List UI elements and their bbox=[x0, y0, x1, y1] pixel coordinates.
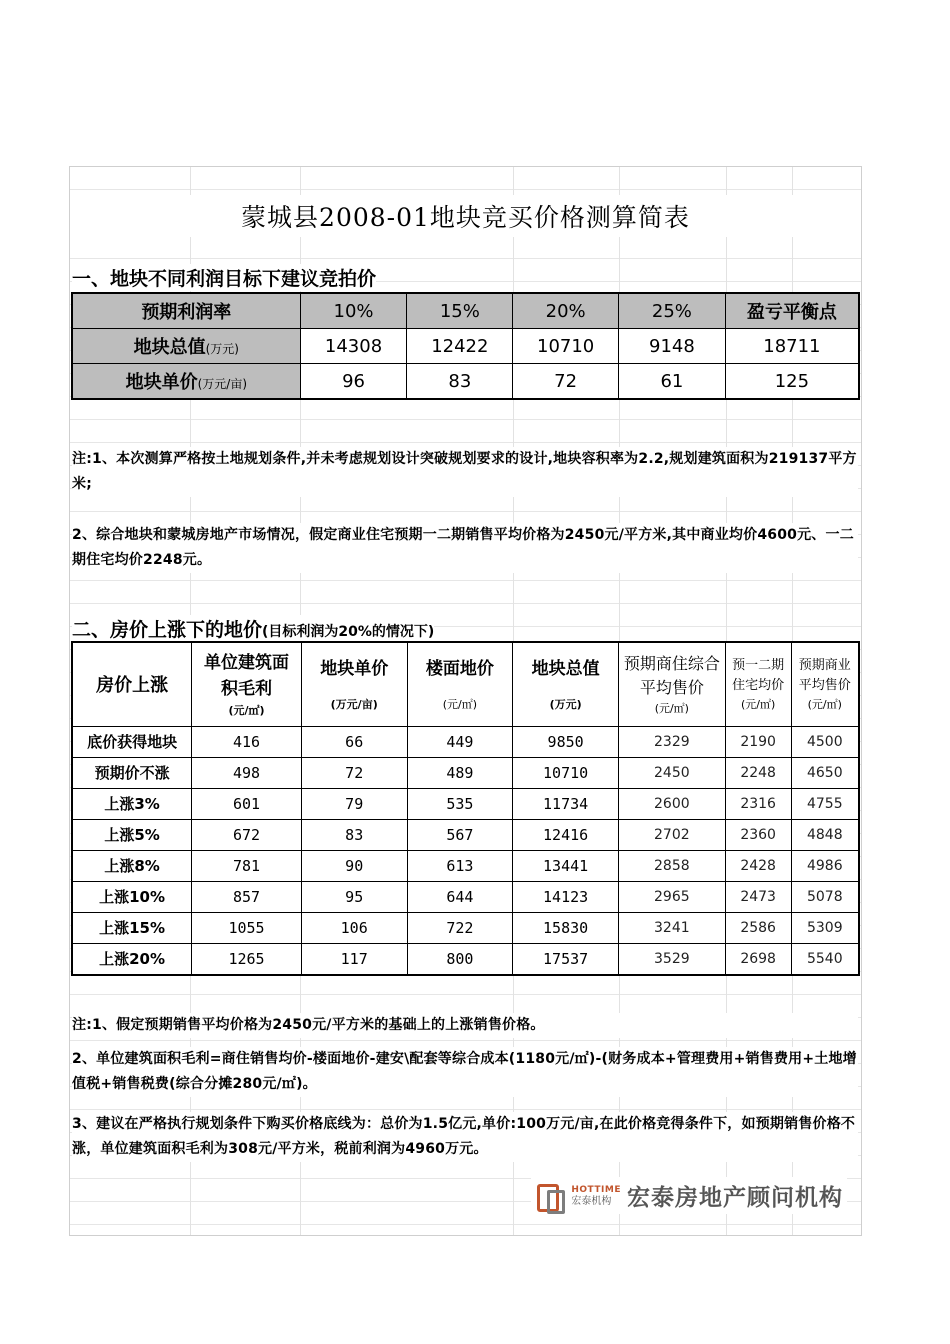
table-cell: 14123 bbox=[513, 881, 619, 912]
section1-heading: 一、地块不同利润目标下建议竞拍价 bbox=[72, 264, 376, 291]
table-cell: 2586 bbox=[725, 912, 791, 943]
table-cell: 1055 bbox=[192, 912, 302, 943]
header-cell bbox=[407, 642, 513, 726]
table-cell: 498 bbox=[192, 757, 302, 788]
table-cell: 672 bbox=[192, 819, 302, 850]
table-row bbox=[72, 943, 859, 975]
table-cell: 857 bbox=[192, 881, 302, 912]
table-cell: 2858 bbox=[618, 850, 725, 881]
section2-heading-text: 二、房价上涨下的地价 bbox=[72, 619, 263, 641]
table-row bbox=[72, 850, 859, 881]
section2-note-3: 3、建议在严格执行规划条件下购买价格底线为：总价为1.5亿元,单价:100万元/亩,在此价格竞得条件下，如预期销售价格不涨，单位建筑面积毛利为308元/平方米，税前利润为4960万元。 bbox=[72, 1112, 858, 1162]
header-cell: 10% bbox=[300, 293, 407, 329]
table-cell: 4848 bbox=[791, 819, 859, 850]
table-cell: 5078 bbox=[791, 881, 859, 912]
table-cell: 2316 bbox=[725, 788, 791, 819]
table-cell: 2450 bbox=[618, 757, 725, 788]
table-cell: 2329 bbox=[618, 726, 725, 757]
table-cell: 2600 bbox=[618, 788, 725, 819]
row-label: 上涨10% bbox=[72, 881, 192, 912]
row-label: 上涨8% bbox=[72, 850, 192, 881]
table-cell: 83 bbox=[407, 364, 513, 400]
header-cell bbox=[192, 642, 302, 726]
header-cell bbox=[301, 642, 407, 726]
header-unit: (元/㎡) bbox=[740, 698, 776, 712]
table-cell: 449 bbox=[407, 726, 513, 757]
section2-note-1: 注:1、假定预期销售平均价格为2450元/平方米的基础上的上涨销售价格。 bbox=[72, 1013, 858, 1038]
row-label: 上涨20% bbox=[72, 943, 192, 975]
header-label: 预期商业平均售价 bbox=[798, 658, 851, 694]
header-cell bbox=[513, 642, 619, 726]
row-label bbox=[72, 364, 300, 400]
table-row bbox=[72, 881, 859, 912]
brand-footer bbox=[531, 1177, 847, 1214]
table-cell: 18711 bbox=[725, 329, 859, 364]
table-cell: 613 bbox=[407, 850, 513, 881]
header-label: 预一二期住宅均价 bbox=[732, 658, 785, 694]
table-row bbox=[72, 364, 859, 400]
header-unit: (元/㎡) bbox=[228, 704, 265, 718]
table-cell: 2698 bbox=[725, 943, 791, 975]
table-header-row bbox=[72, 293, 859, 329]
section1-note-2: 2、综合地块和蒙城房地产市场情况，假定商业住宅预期一二期销售平均价格为2450元/平方米,其中商业均价4600元、一二期住宅均价2248元。 bbox=[72, 523, 858, 573]
row-label-unit: (万元) bbox=[205, 342, 239, 356]
table-cell: 72 bbox=[513, 364, 619, 400]
land-price-table bbox=[71, 641, 860, 976]
header-unit: (元/㎡) bbox=[442, 698, 478, 712]
table-cell: 722 bbox=[407, 912, 513, 943]
table-cell: 95 bbox=[301, 881, 407, 912]
header-cell: 预期利润率 bbox=[72, 293, 300, 329]
table-cell: 106 bbox=[301, 912, 407, 943]
table-cell: 2965 bbox=[618, 881, 725, 912]
row-label-unit: (万元/亩) bbox=[197, 377, 248, 391]
table-cell: 12422 bbox=[407, 329, 513, 364]
row-label: 预期价不涨 bbox=[72, 757, 192, 788]
table-cell: 535 bbox=[407, 788, 513, 819]
table-cell: 800 bbox=[407, 943, 513, 975]
table-cell: 2428 bbox=[725, 850, 791, 881]
table-row bbox=[72, 757, 859, 788]
header-unit: (万元/亩) bbox=[330, 698, 378, 712]
table-cell: 4500 bbox=[791, 726, 859, 757]
brand-logo-cn: 宏泰机构 bbox=[571, 1195, 612, 1207]
section1-note-1: 注:1、本次测算严格按土地规划条件,并未考虑规划设计突破规划要求的设计,地块容积率为2.2,规划建筑面积为219137平方米; bbox=[72, 447, 858, 497]
table-cell: 416 bbox=[192, 726, 302, 757]
table-cell: 9148 bbox=[619, 329, 726, 364]
table-row bbox=[72, 788, 859, 819]
bid-price-table bbox=[71, 292, 860, 400]
table-cell: 5309 bbox=[791, 912, 859, 943]
table-cell: 79 bbox=[301, 788, 407, 819]
table-cell: 4650 bbox=[791, 757, 859, 788]
table-cell: 12416 bbox=[513, 819, 619, 850]
table-cell: 4986 bbox=[791, 850, 859, 881]
table-cell: 3241 bbox=[618, 912, 725, 943]
table-cell: 3529 bbox=[618, 943, 725, 975]
brand-logo-icon bbox=[535, 1180, 565, 1212]
header-cell: 盈亏平衡点 bbox=[725, 293, 859, 329]
row-label: 上涨5% bbox=[72, 819, 192, 850]
table-cell: 4755 bbox=[791, 788, 859, 819]
table-cell: 15830 bbox=[513, 912, 619, 943]
table-cell: 72 bbox=[301, 757, 407, 788]
header-cell bbox=[618, 642, 725, 726]
header-cell: 房价上涨 bbox=[72, 642, 192, 726]
table-body bbox=[72, 726, 859, 975]
header-label: 地块单价 bbox=[320, 659, 389, 680]
header-label: 楼面地价 bbox=[425, 659, 494, 680]
header-unit: (元/㎡) bbox=[654, 702, 689, 716]
row-label bbox=[72, 329, 300, 364]
table-cell: 2360 bbox=[725, 819, 791, 850]
header-label: 地块总值 bbox=[531, 659, 600, 680]
header-unit: (万元) bbox=[549, 698, 582, 712]
table-cell: 781 bbox=[192, 850, 302, 881]
table-row bbox=[72, 912, 859, 943]
table-cell: 10710 bbox=[513, 757, 619, 788]
row-label: 上涨3% bbox=[72, 788, 192, 819]
header-cell: 25% bbox=[619, 293, 726, 329]
table-cell: 9850 bbox=[513, 726, 619, 757]
row-label-text: 地块单价 bbox=[125, 372, 198, 393]
table-row bbox=[72, 819, 859, 850]
table-cell: 96 bbox=[300, 364, 407, 400]
table-row bbox=[72, 726, 859, 757]
header-cell: 20% bbox=[513, 293, 619, 329]
header-cell bbox=[725, 642, 791, 726]
header-label: 预期商住综合平均售价 bbox=[623, 654, 720, 698]
table-row bbox=[72, 329, 859, 364]
table-cell: 10710 bbox=[513, 329, 619, 364]
row-label: 上涨15% bbox=[72, 912, 192, 943]
table-cell: 2473 bbox=[725, 881, 791, 912]
table-cell: 567 bbox=[407, 819, 513, 850]
table-cell: 2190 bbox=[725, 726, 791, 757]
row-label: 底价获得地块 bbox=[72, 726, 192, 757]
header-cell bbox=[791, 642, 859, 726]
page-title: 蒙城县2008-01地块竞买价格测算简表 bbox=[70, 195, 861, 237]
table-cell: 125 bbox=[725, 364, 859, 400]
table-cell: 2702 bbox=[618, 819, 725, 850]
table-cell: 17537 bbox=[513, 943, 619, 975]
header-label: 单位建筑面积毛利 bbox=[204, 653, 289, 700]
brand-logo-text bbox=[571, 1184, 621, 1208]
table-cell: 489 bbox=[407, 757, 513, 788]
table-cell: 66 bbox=[301, 726, 407, 757]
spreadsheet-sheet bbox=[69, 166, 862, 1236]
table-cell: 83 bbox=[301, 819, 407, 850]
table-cell: 90 bbox=[301, 850, 407, 881]
table-cell: 13441 bbox=[513, 850, 619, 881]
section2-note-2: 2、单位建筑面积毛利=商住销售均价-楼面地价-建安\配套等综合成本(1180元/㎡)-(财务成本+管理费用+销售费用+土地增值税+销售税费(综合分摊280元/㎡)。 bbox=[72, 1047, 858, 1097]
row-label-text: 地块总值 bbox=[133, 337, 206, 358]
table-cell: 11734 bbox=[513, 788, 619, 819]
header-unit: (元/㎡) bbox=[807, 698, 842, 712]
table-cell: 117 bbox=[301, 943, 407, 975]
table-header-row bbox=[72, 642, 859, 726]
table-cell: 5540 bbox=[791, 943, 859, 975]
brand-name: 宏泰房地产顾问机构 bbox=[627, 1185, 843, 1211]
section2-heading-sub: (目标利润为20%的情况下) bbox=[262, 624, 435, 640]
table-cell: 644 bbox=[407, 881, 513, 912]
section2-heading bbox=[72, 615, 434, 642]
brand-logo-en: HOTTIME bbox=[571, 1184, 621, 1195]
header-cell: 15% bbox=[407, 293, 513, 329]
table-cell: 601 bbox=[192, 788, 302, 819]
table-cell: 2248 bbox=[725, 757, 791, 788]
table-cell: 1265 bbox=[192, 943, 302, 975]
table-cell: 61 bbox=[619, 364, 726, 400]
table-cell: 14308 bbox=[300, 329, 407, 364]
